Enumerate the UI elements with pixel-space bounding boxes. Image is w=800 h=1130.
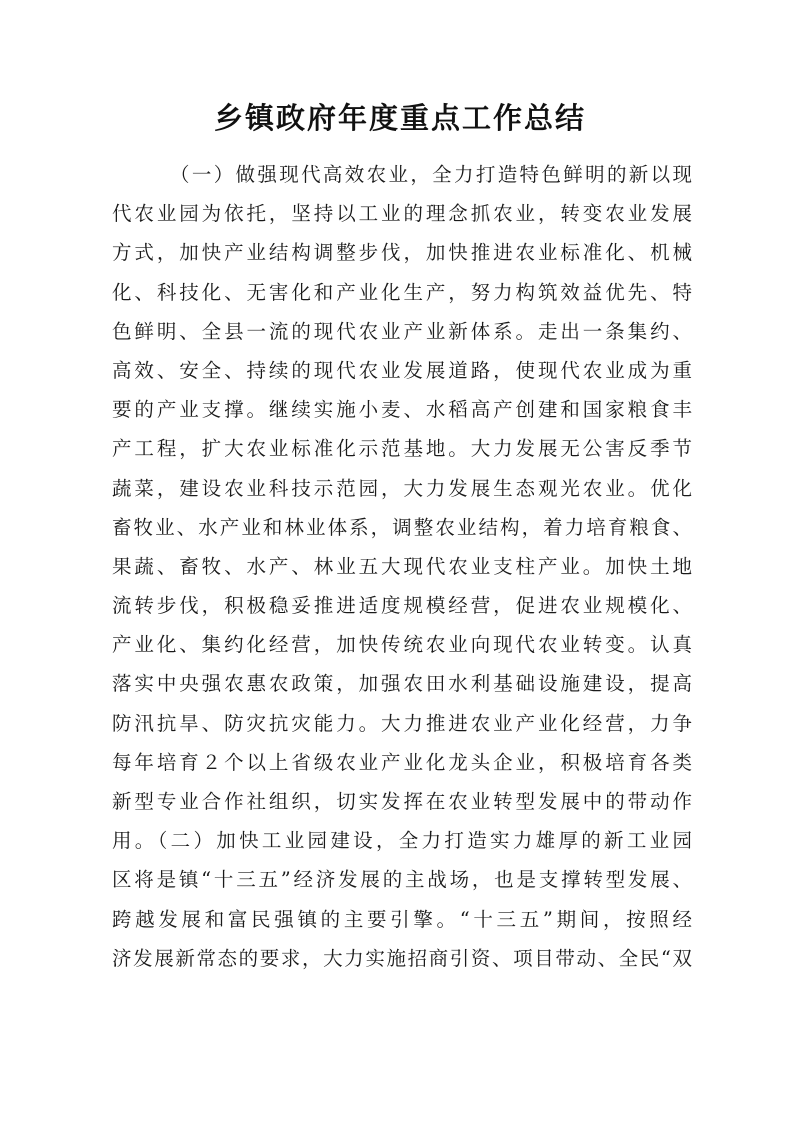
body-line: 畜牧业、水产业和林业体系，调整农业结构，着力培育粮食、 bbox=[112, 515, 692, 539]
body-line: 济发展新常态的要求，大力实施招商引资、项目带动、全民“双 bbox=[112, 946, 692, 970]
body-line: 代农业园为依托，坚持以工业的理念抓农业，转变农业发展 bbox=[112, 202, 692, 226]
body-line: 蔬菜，建设农业科技示范园，大力发展生态观光农业。优化 bbox=[112, 476, 692, 500]
body-line: 化、科技化、无害化和产业化生产，努力构筑效益优先、特 bbox=[112, 280, 692, 304]
body-line: （一）做强现代高效农业，全力打造特色鲜明的新以现 bbox=[170, 163, 692, 186]
document-title: 乡镇政府年度重点工作总结 bbox=[213, 101, 586, 135]
body-line: 产工程，扩大农业标准化示范基地。大力发展无公害反季节 bbox=[112, 437, 692, 461]
body-line: 高效、安全、持续的现代农业发展道路，使现代农业成为重 bbox=[112, 358, 692, 382]
body-line: 色鲜明、全县一流的现代农业产业新体系。走出一条集约、 bbox=[112, 319, 692, 343]
body-line: 新型专业合作社组织，切实发挥在农业转型发展中的带动作 bbox=[112, 790, 692, 813]
body-line: 落实中央强农惠农政策，加强农田水利基础设施建设，提高 bbox=[112, 672, 692, 696]
document-body bbox=[112, 155, 692, 978]
body-line: 方式，加快产业结构调整步伐，加快推进农业标准化、机械 bbox=[112, 241, 692, 265]
body-line: 跨越发展和富民强镇的主要引擎。“十三五”期间，按照经 bbox=[112, 907, 692, 931]
body-line: 流转步伐，积极稳妥推进适度规模经营，促进农业规模化、 bbox=[112, 594, 692, 618]
body-line: 要的产业支撑。继续实施小麦、水稻高产创建和国家粮食丰 bbox=[112, 398, 692, 422]
body-line: 用。（二）加快工业园建设，全力打造实力雄厚的新工业园 bbox=[112, 829, 692, 853]
body-line: 区将是镇“十三五”经济发展的主战场，也是支撑转型发展、 bbox=[112, 868, 692, 892]
body-line: 果蔬、畜牧、水产、林业五大现代农业支柱产业。加快土地 bbox=[112, 554, 692, 578]
body-line: 防汛抗旱、防灾抗灾能力。大力推进农业产业化经营，力争 bbox=[112, 711, 692, 735]
body-line: 每年培育２个以上省级农业产业化龙头企业，积极培育各类 bbox=[112, 750, 692, 774]
body-line: 产业化、集约化经营，加快传统农业向现代农业转变。认真 bbox=[112, 633, 692, 657]
